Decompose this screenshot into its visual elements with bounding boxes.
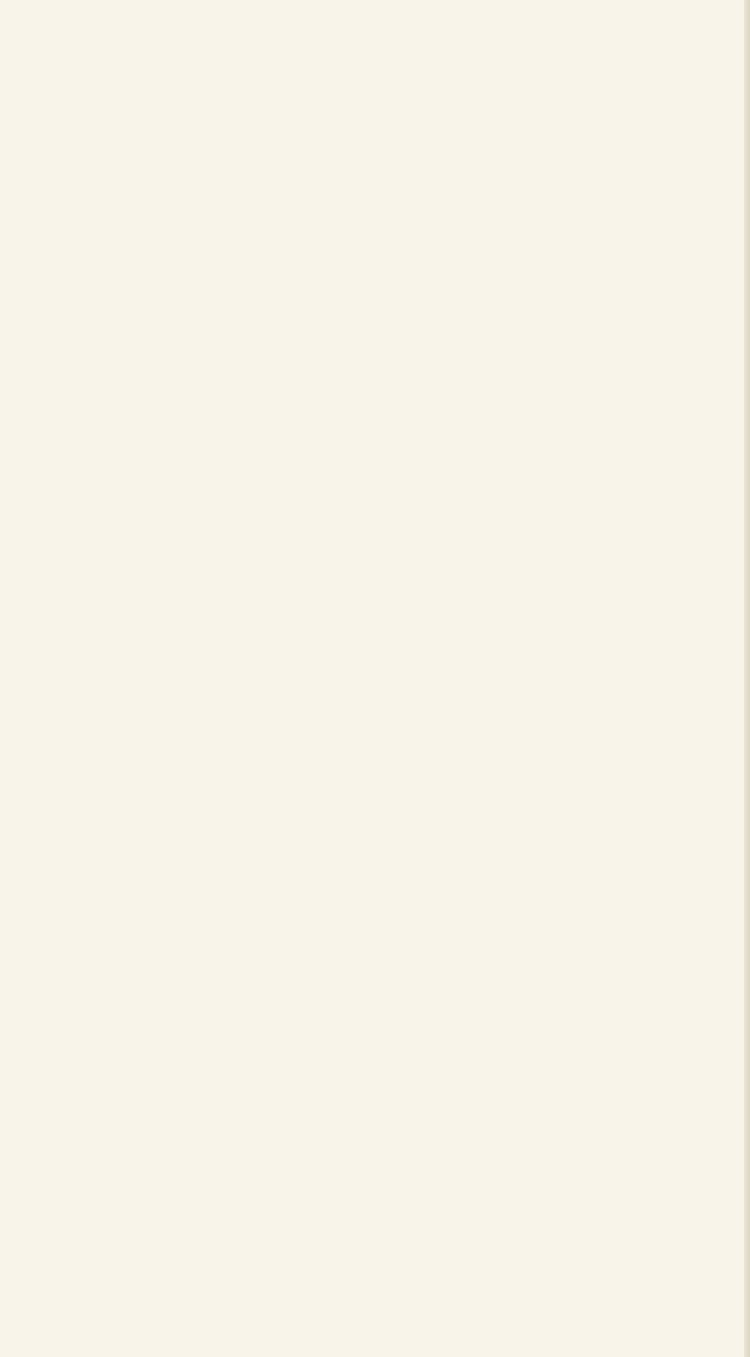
page-edge	[744, 0, 750, 1357]
